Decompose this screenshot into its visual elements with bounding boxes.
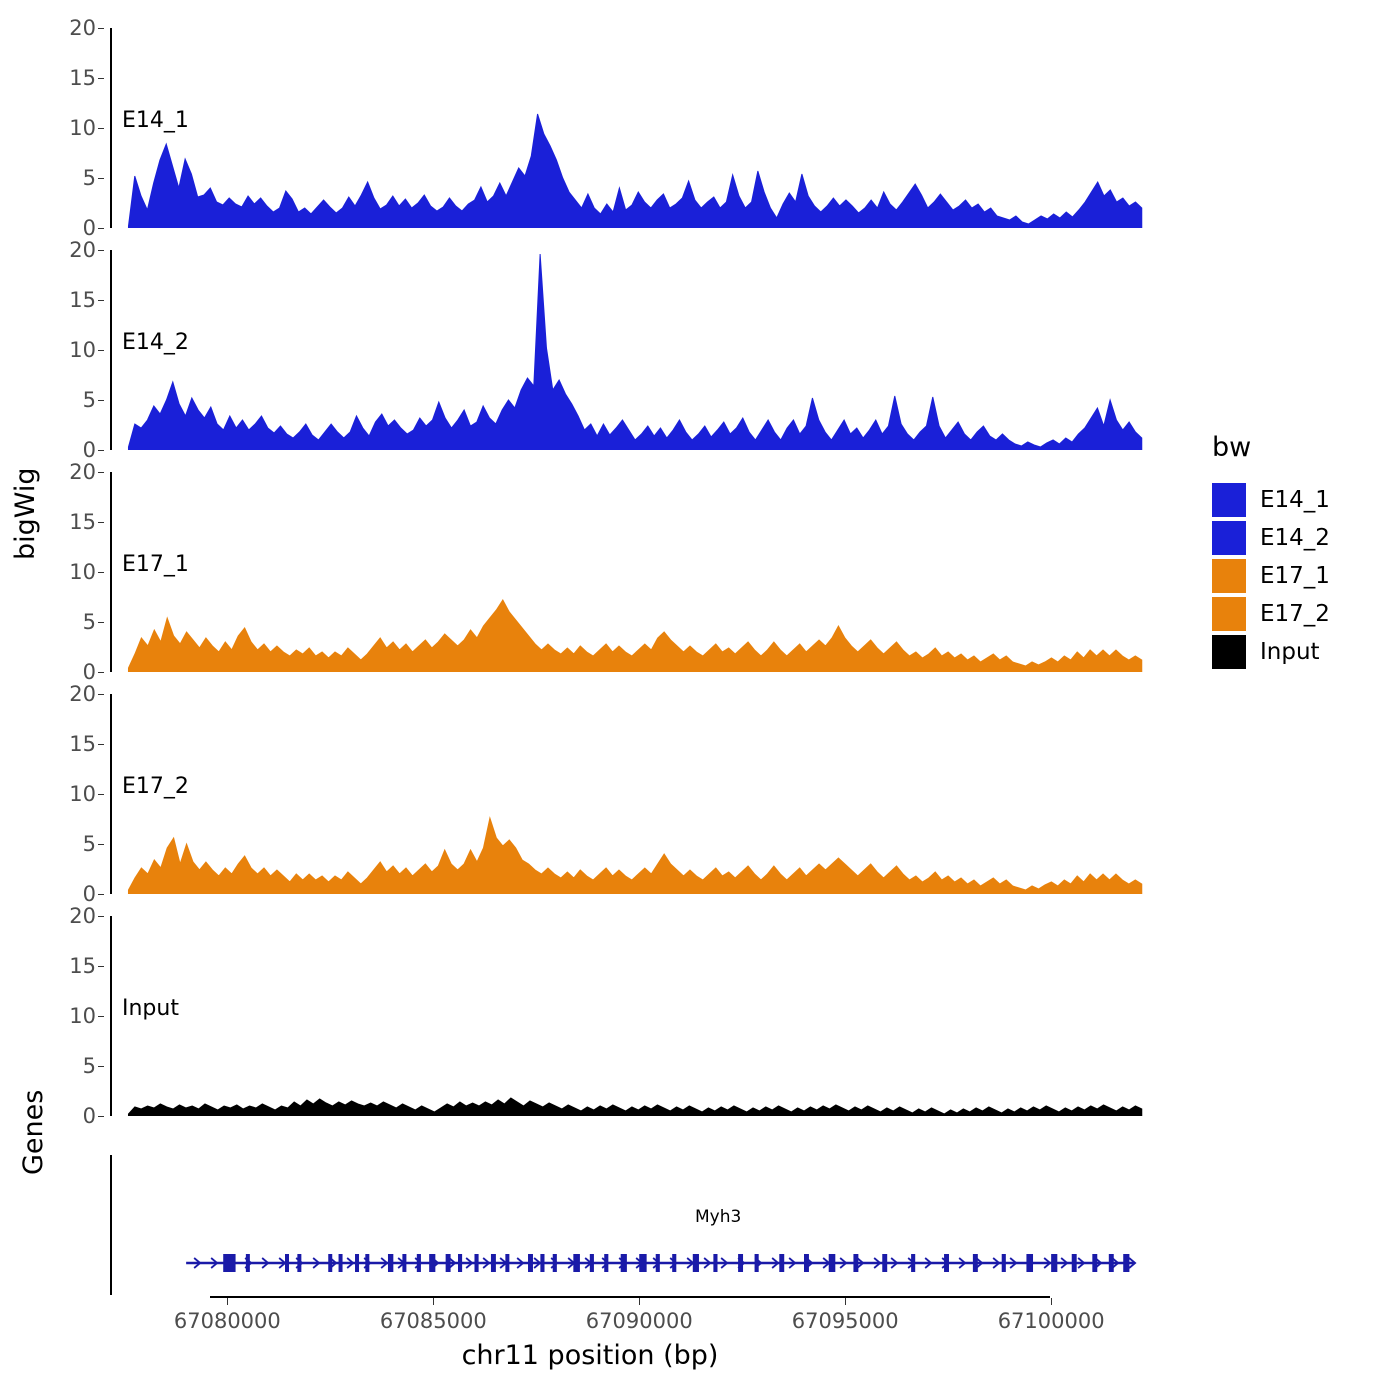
y-tick-group <box>48 904 104 1128</box>
track-panel-input <box>69 904 1150 1128</box>
legend-swatch-e14_1 <box>1212 483 1246 517</box>
legend-item-e17_2[interactable] <box>1212 595 1392 633</box>
y-tick-label: 20 <box>69 904 96 928</box>
legend-swatch-e17_2 <box>1212 597 1246 631</box>
legend-swatch-e17_1 <box>1212 559 1246 593</box>
y-tick-label: 0 <box>82 882 96 906</box>
y-tick-label: 10 <box>69 782 96 806</box>
x-tick-mark <box>845 1298 846 1305</box>
y-tick-label: 0 <box>82 1104 96 1128</box>
y-tick-mark <box>98 744 104 745</box>
genes-axis-title: Genes <box>18 1089 49 1175</box>
y-tick-label: 10 <box>69 116 96 140</box>
x-tick-label: 67100000 <box>997 1309 1105 1333</box>
y-tick-label: 15 <box>69 954 96 978</box>
y-tick-label: 15 <box>69 510 96 534</box>
y-tick-label: 5 <box>82 166 96 190</box>
track-label-e14_2: E14_2 <box>122 330 189 355</box>
y-tick-mark <box>98 672 104 673</box>
legend-label: E17_1 <box>1260 563 1330 589</box>
y-tick-label: 20 <box>69 460 96 484</box>
y-tick-mark <box>98 228 104 229</box>
legend-item-e14_2[interactable] <box>1212 519 1392 557</box>
legend-item-e17_1[interactable] <box>1212 557 1392 595</box>
track-area-e14_1 <box>112 28 1150 228</box>
y-tick-label: 10 <box>69 1004 96 1028</box>
y-tick-mark <box>98 128 104 129</box>
y-tick-mark <box>98 300 104 301</box>
track-label-input: Input <box>122 996 179 1021</box>
y-tick-group <box>48 460 104 684</box>
track-area-input <box>112 916 1150 1116</box>
y-tick-mark <box>98 844 104 845</box>
y-tick-mark <box>98 916 104 917</box>
legend-label: E14_2 <box>1260 525 1330 551</box>
y-tick-group <box>48 238 104 462</box>
legend-item-e14_1[interactable] <box>1212 481 1392 519</box>
y-tick-mark <box>98 472 104 473</box>
gene-name-label: Myh3 <box>695 1207 742 1227</box>
gene-model <box>112 1155 1150 1295</box>
y-tick-group <box>48 682 104 906</box>
legend-swatch-e14_2 <box>1212 521 1246 555</box>
y-tick-mark <box>98 400 104 401</box>
track-label-e17_2: E17_2 <box>122 774 189 799</box>
genes-panel <box>110 1155 1150 1295</box>
y-tick-label: 5 <box>82 388 96 412</box>
y-tick-mark <box>98 966 104 967</box>
legend-label: Input <box>1260 639 1320 665</box>
track-area-e14_2 <box>112 250 1150 450</box>
y-tick-label: 0 <box>82 438 96 462</box>
x-tick-label: 67080000 <box>173 1309 281 1333</box>
y-tick-label: 15 <box>69 732 96 756</box>
legend <box>1212 432 1392 671</box>
legend-title: bw <box>1212 432 1252 463</box>
x-tick-label: 67095000 <box>791 1309 899 1333</box>
y-tick-label: 10 <box>69 560 96 584</box>
y-tick-label: 20 <box>69 682 96 706</box>
legend-label: E14_1 <box>1260 487 1330 513</box>
x-tick-mark <box>227 1298 228 1305</box>
y-tick-label: 5 <box>82 1054 96 1078</box>
y-tick-label: 20 <box>69 238 96 262</box>
y-tick-mark <box>98 1016 104 1017</box>
y-tick-label: 0 <box>82 660 96 684</box>
track-panel-e14_1 <box>69 16 1150 240</box>
y-tick-label: 10 <box>69 338 96 362</box>
y-tick-mark <box>98 622 104 623</box>
y-tick-mark <box>98 78 104 79</box>
x-tick-mark <box>433 1298 434 1305</box>
y-tick-mark <box>98 250 104 251</box>
track-panel-e14_2 <box>69 238 1150 462</box>
x-axis-line <box>210 1296 1050 1298</box>
x-tick-label: 67090000 <box>585 1309 693 1333</box>
legend-item-input[interactable] <box>1212 633 1392 671</box>
y-tick-mark <box>98 28 104 29</box>
y-axis-title: bigWig <box>10 467 41 560</box>
legend-items <box>1212 481 1392 671</box>
x-axis <box>110 1296 1150 1336</box>
y-tick-label: 0 <box>82 216 96 240</box>
y-tick-mark <box>98 694 104 695</box>
y-tick-group <box>48 16 104 240</box>
track-area-e17_2 <box>112 694 1150 894</box>
y-tick-label: 5 <box>82 610 96 634</box>
x-tick-mark <box>639 1298 640 1305</box>
track-label-e17_1: E17_1 <box>122 552 189 577</box>
y-tick-label: 15 <box>69 288 96 312</box>
track-panel-e17_1 <box>69 460 1150 684</box>
track-label-e14_1: E14_1 <box>122 108 189 133</box>
track-area-e17_1 <box>112 472 1150 672</box>
x-tick-mark <box>1051 1298 1052 1305</box>
y-tick-mark <box>98 522 104 523</box>
legend-label: E17_2 <box>1260 601 1330 627</box>
y-tick-mark <box>98 178 104 179</box>
y-tick-mark <box>98 894 104 895</box>
track-panel-e17_2 <box>69 682 1150 906</box>
y-tick-mark <box>98 350 104 351</box>
y-tick-label: 5 <box>82 832 96 856</box>
y-tick-mark <box>98 450 104 451</box>
x-tick-label: 67085000 <box>379 1309 487 1333</box>
y-tick-label: 20 <box>69 16 96 40</box>
y-tick-mark <box>98 1116 104 1117</box>
y-tick-mark <box>98 572 104 573</box>
x-axis-title: chr11 position (bp) <box>461 1340 719 1371</box>
y-tick-mark <box>98 794 104 795</box>
y-tick-mark <box>98 1066 104 1067</box>
legend-swatch-input <box>1212 635 1246 669</box>
y-tick-label: 15 <box>69 66 96 90</box>
